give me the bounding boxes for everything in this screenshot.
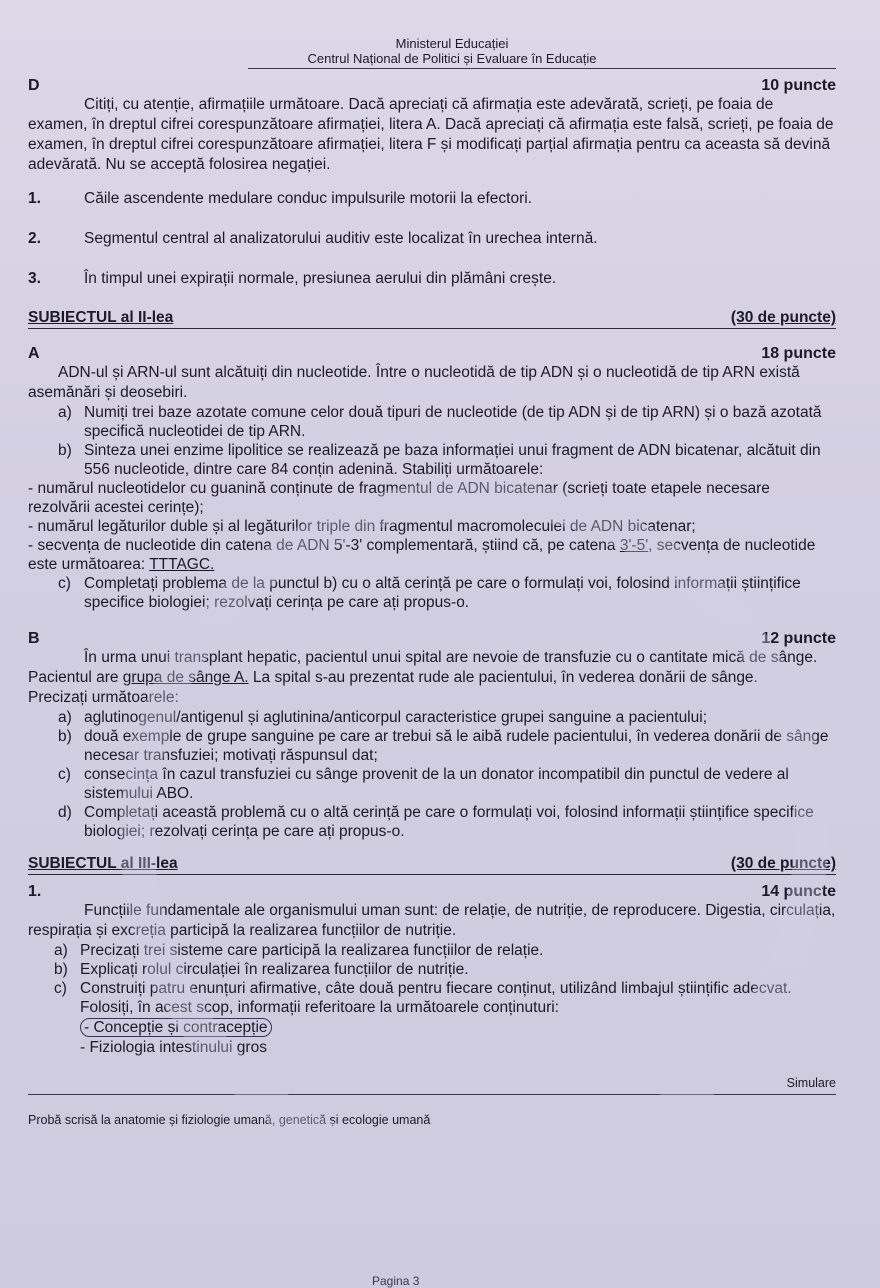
subject-2-head [28, 309, 836, 329]
section-d-letter: D [28, 77, 40, 94]
subject-3-head [28, 855, 836, 875]
section-2a-intro: ADN-ul și ARN-ul sunt alcătuiți din nucleotide. Între o nucleotidă de tip ADN și o nucleotidă de tip ARN există asemănări și deosebiri. [28, 364, 800, 401]
section-2a-points: 18 puncte [761, 345, 836, 362]
list-item: d) Completați această problemă cu o altă cerință pe care o formulați voi, folosind informații științifice specifice biologiei; rezolvați cerința pe care ați propus-o. [58, 804, 814, 840]
footer-rule [28, 1094, 836, 1095]
header-rule [248, 68, 836, 69]
blood-group: grupa de sânge A. [122, 669, 249, 686]
section-2b-items [58, 708, 836, 841]
subject-2-points: (30 de puncte) [730, 309, 836, 326]
list-item: c) Completați problema de la punctul b) cu o altă cerință pe care o formulați voi, folosind informații științifice specifice biologiei; rezolvați cerința pe care ați propus-o. [58, 575, 801, 611]
list-item: 3. În timpul unei expirații normale, presiunea aerului din plămâni crește. [28, 270, 557, 287]
question-1-intro: Funcțiile fundamentale ale organismului uman sunt: de relație, de nutriție, de reproducere. Digestia, circulația, respirația și excreția participă la realizarea funcțiilor de nutriție. [28, 902, 836, 939]
list-item: a) aglutinogenul/antigenul și aglutinina/anticorpul caracteristice grupei sanguine a pacientului; [58, 709, 707, 726]
nucleotide-sequence: TTTAGC. [149, 556, 215, 573]
list-item: b) Sinteza unei enzime lipolitice se realizează pe baza informației unui fragment de ADN bicatenar, alcătuit din 556 nucleotide, dintre care 84 conțin adenină. Stabiliți următoarele: [58, 442, 821, 478]
subject-2-title: SUBIECTUL al II-lea [28, 309, 174, 326]
section-d-items [28, 189, 836, 289]
center-name: Centrul Național de Politici și Evaluare în Educație [307, 51, 597, 66]
list-item: b) Explicați rolul circulației în realizarea funcțiilor de nutriție. [54, 961, 469, 978]
page-number: Pagina 3 [372, 1274, 420, 1288]
dash-item: - secvența de nucleotide din catena de ADN 5'-3' complementară, știind că, pe catena 3'-5', secvența de nucleotide este următoarea: TTTAGC. [28, 537, 816, 573]
section-2b-intro: În urma unui transplant hepatic, pacientul unui spital are nevoie de transfuzie cu o cantitate mică de sânge. Pacientul are grupa de sânge A. La spital s-au prezentat rude ale pacientului, în vederea donării de sânge. [28, 649, 818, 686]
section-d-points: 10 puncte [761, 77, 836, 94]
question-1-points: 14 puncte [761, 883, 836, 900]
content-item [80, 1018, 836, 1038]
page-header [68, 36, 836, 66]
list-item: c) consecința în cazul transfuziei cu sânge provenit de la un donator incompatibil din punctul de vedere al sistemului ABO. [58, 766, 789, 802]
dash-item: - numărul nucleotidelor cu guanină conținute de fragmentul de ADN bicatenar (scrieți toate etapele necesare rezolvării acestei cerințe); [28, 480, 770, 516]
subject-3-title: SUBIECTUL al III-lea [28, 855, 178, 872]
question-1-use: Folosiți, în acest scop, informații referitoare la următoarele conținuturi: [80, 999, 559, 1016]
content-item: - Fiziologia intestinului gros [80, 1039, 267, 1056]
question-1-head [28, 883, 836, 901]
section-2a-items [58, 403, 836, 479]
list-item: a) Precizați trei sisteme care participă la realizarea funcțiilor de relație. [54, 942, 544, 959]
question-1-number: 1. [28, 883, 42, 900]
list-item: b) două exemple de grupe sanguine pe care ar trebui să le aibă rudele pacientului, în vederea donării de sânge necesar transfuziei; motivați răspunsul dat; [58, 728, 829, 764]
subject-3-points: (30 de puncte) [730, 855, 836, 872]
section-2a-letter: A [28, 345, 40, 362]
circled-content: - Concepție și contracepție [80, 1018, 272, 1037]
list-item: c) Construiți patru enunțuri afirmative, câte două pentru fiecare conținut, utilizând limbajul științific adecvat. [54, 980, 792, 997]
section-2b-lead: Precizați următoarele: [28, 689, 179, 706]
simulare-label: Simulare [786, 1076, 836, 1090]
section-2b-head [28, 630, 836, 648]
proba-label: Probă scrisă la anatomie și fiziologie umană, genetică și ecologie umană [28, 1113, 431, 1127]
list-item: 1. Căile ascendente medulare conduc impulsurile motorii la efectori. [28, 190, 533, 207]
dash-item: - numărul legăturilor duble și al legăturilor triple din fragmentul macromoleculei de ADN bicatenar; [28, 518, 696, 535]
page-footer [28, 1113, 836, 1127]
list-item: a) Numiți trei baze azotate comune celor două tipuri de nucleotide (de tip ADN și de tip ARN) și o bază azotată specifică nucleotidei de tip ARN. [58, 404, 822, 440]
section-2a-head [28, 345, 836, 363]
strand-label: 3'-5' [619, 537, 649, 554]
list-item: 2. Segmentul central al analizatorului auditiv este localizat în urechea internă. [28, 230, 598, 247]
question-1-items [54, 941, 836, 998]
section-2a-items-c [58, 574, 836, 612]
section-d-intro: Citiți, cu atenție, afirmațiile următoare. Dacă apreciați că afirmația este adevărată, scrieți, pe foaia de examen, în dreptul cifrei corespunzătoare afirmației, litera A. Dacă apreciați că afirmația este falsă, scrieți, pe foaia de examen, în dreptul cifrei corespunzătoare afirmației, litera F și modificați parțial afirmația pentru ca aceasta să devină adevărată. Nu se acceptă folosirea negației. [28, 96, 834, 173]
section-2b-points: 12 puncte [761, 630, 836, 647]
section-d-head [28, 77, 836, 95]
ministry-name: Ministerul Educației [395, 36, 509, 51]
section-2b-letter: B [28, 630, 40, 647]
